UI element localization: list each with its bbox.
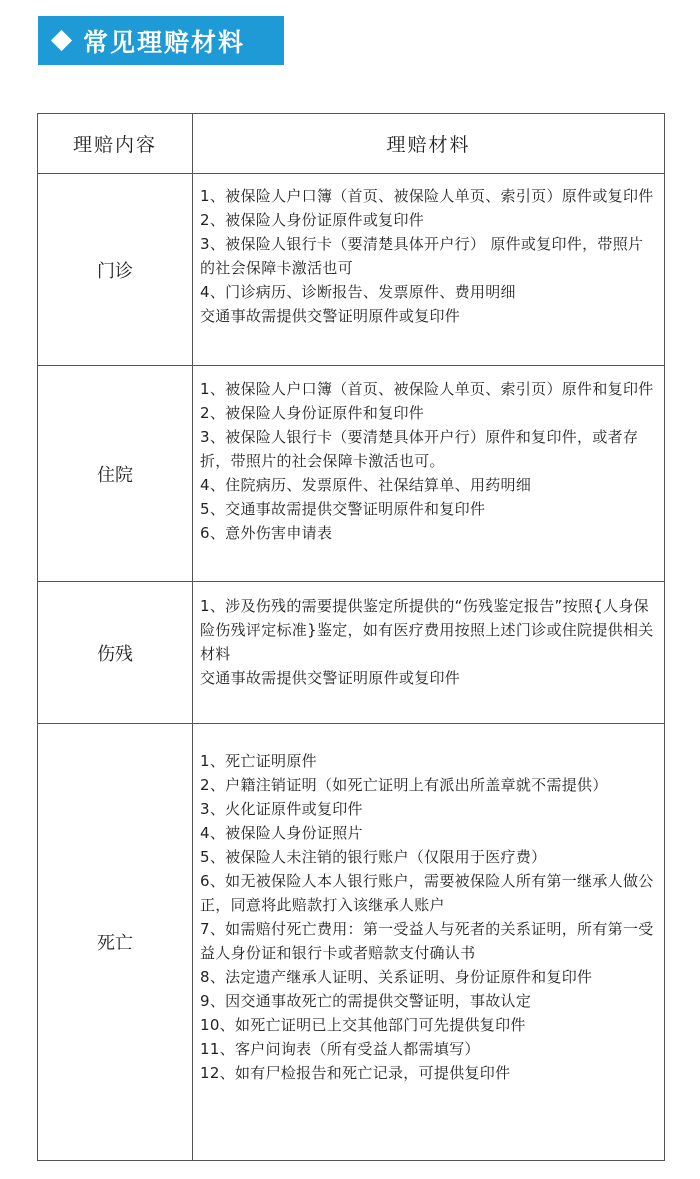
header-claim-content: 理赔内容: [38, 114, 193, 174]
materials-item: 3、被保险人银行卡（要清楚具体开户行）原件和复印件，或者存折，带照片的社会保障卡激活也可。: [200, 428, 639, 470]
table-row-outpatient: [38, 174, 665, 366]
materials-item: 3、火化证原件或复印件: [200, 800, 363, 818]
diamond-icon: [51, 30, 72, 51]
materials-item: 12、如有尸检报告和死亡记录，可提供复印件: [200, 1064, 511, 1082]
materials-item: 1、被保险人户口簿（首页、被保险人单页、索引页）原件或复印件: [200, 187, 654, 205]
materials-cell: [193, 366, 665, 582]
materials-item: 6、如无被保险人本人银行账户，需要被保险人所有第一继承人做公正，同意将此赔款打入该继承人账户: [200, 872, 654, 914]
materials-item: 7、如需赔付死亡费用：第一受益人与死者的关系证明，所有第一受益人身份证和银行卡或者赔款支付确认书: [200, 920, 654, 962]
materials-item: 2、被保险人身份证原件或复印件: [200, 211, 425, 229]
materials-list: [193, 582, 664, 690]
materials-list: [193, 366, 664, 545]
header-claim-materials: 理赔材料: [193, 114, 665, 174]
table-header-row: [38, 114, 665, 174]
materials-item: 9、因交通事故死亡的需提供交警证明，事故认定: [200, 992, 532, 1010]
materials-cell: [193, 724, 665, 1161]
materials-item: 10、如死亡证明已上交其他部门可先提供复印件: [200, 1016, 526, 1034]
materials-item: 2、被保险人身份证原件和复印件: [200, 404, 425, 422]
claim-type: 伤残: [38, 582, 193, 724]
materials-item: 交通事故需提供交警证明原件或复印件: [200, 307, 461, 325]
materials-item: 4、门诊病历、诊断报告、发票原件、费用明细: [200, 283, 516, 301]
table-row-disability: [38, 582, 665, 724]
materials-cell: [193, 174, 665, 366]
table-row-hospitalization: [38, 366, 665, 582]
materials-item: 2、户籍注销证明（如死亡证明上有派出所盖章就不需提供）: [200, 776, 608, 794]
materials-item: 11、客户问询表（所有受益人都需填写）: [200, 1040, 480, 1058]
materials-cell: [193, 582, 665, 724]
claim-type: 死亡: [38, 724, 193, 1161]
materials-item: 4、被保险人身份证照片: [200, 824, 363, 842]
title-banner: [38, 16, 284, 65]
materials-item: 3、被保险人银行卡（要清楚具体开户行） 原件或复印件，带照片的社会保障卡激活也可: [200, 235, 644, 277]
materials-item: 5、被保险人未注销的银行账户（仅限用于医疗费）: [200, 848, 547, 866]
materials-item: 4、住院病历、发票原件、社保结算单、用药明细: [200, 476, 532, 494]
materials-item: 1、死亡证明原件: [200, 752, 317, 770]
materials-item: 1、被保险人户口簿（首页、被保险人单页、索引页）原件和复印件: [200, 380, 654, 398]
claims-materials-table: [37, 113, 665, 1161]
materials-list: [193, 174, 664, 328]
materials-item: 1、涉及伤残的需要提供鉴定所提供的“伤残鉴定报告”按照{人身保险伤残评定标准}鉴定，如有医疗费用按照上述门诊或住院提供相关材料: [200, 597, 654, 663]
claim-type: 住院: [38, 366, 193, 582]
materials-item: 8、法定遗产继承人证明、关系证明、身份证原件和复印件: [200, 968, 593, 986]
materials-item: 交通事故需提供交警证明原件或复印件: [200, 669, 461, 687]
materials-item: 6、意外伤害申请表: [200, 524, 333, 542]
page-title: 常见理赔材料: [83, 27, 246, 57]
materials-list: [193, 724, 664, 1085]
table-row-death: [38, 724, 665, 1161]
materials-item: 5、交通事故需提供交警证明原件和复印件: [200, 500, 486, 518]
claim-type: 门诊: [38, 174, 193, 366]
